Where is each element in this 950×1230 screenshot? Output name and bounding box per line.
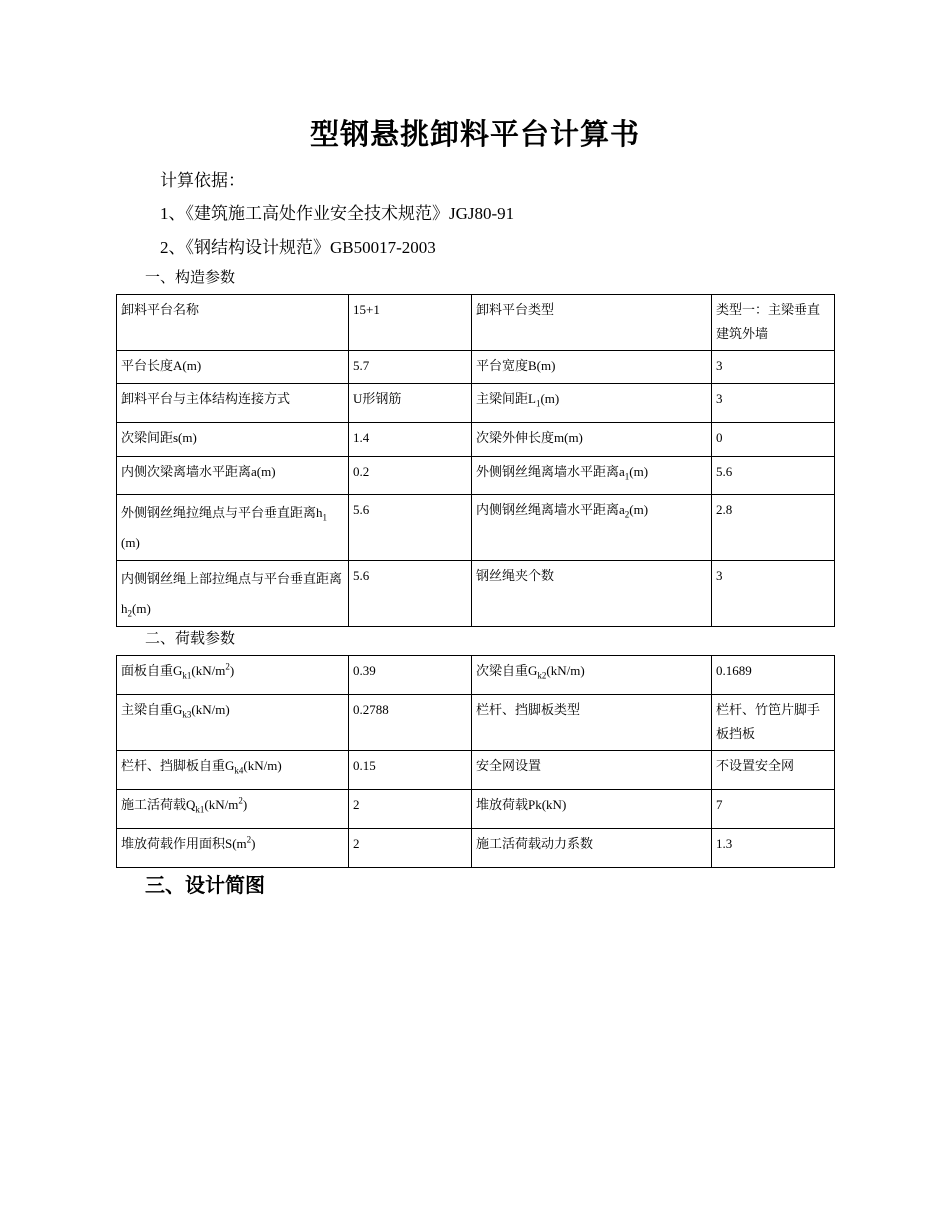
param-label: 内侧次梁离墙水平距离a(m): [117, 457, 349, 495]
table-row: [117, 656, 835, 695]
basis-item-1: 1、《建筑施工高处作业安全技术规范》JGJ80-91: [160, 204, 515, 223]
label-unit-close: ): [251, 836, 256, 851]
param-label: 施工活荷载动力系数: [472, 829, 712, 868]
param-label: [117, 829, 349, 868]
param-value: 0.15: [349, 751, 472, 790]
param-label: 栏杆、挡脚板类型: [472, 695, 712, 751]
param-label: 次梁外伸长度m(m): [472, 423, 712, 457]
label-text: 主梁自重G: [121, 702, 183, 717]
param-label: [117, 561, 349, 627]
param-label: 卸料平台名称: [117, 295, 349, 351]
section-design-diagram-heading: 三、设计简图: [145, 875, 265, 897]
table-row: [117, 751, 835, 790]
label-unit: (kN/m: [191, 663, 226, 678]
section-load-heading: 二、荷载参数: [145, 631, 236, 647]
label-subscript: 1: [535, 398, 541, 409]
label-unit-close: ): [229, 663, 235, 678]
table-row: [117, 790, 835, 829]
load-params-table: [116, 655, 835, 868]
param-value: 0: [712, 423, 835, 457]
label-subscript: 2: [624, 509, 630, 520]
table-row: [117, 295, 835, 351]
label-text: 施工活荷载Q: [121, 797, 196, 812]
param-value: 0.1689: [712, 656, 835, 695]
label-text: 主梁间距L: [476, 391, 536, 406]
param-label: 平台宽度B(m): [472, 351, 712, 384]
param-value: 5.6: [712, 457, 835, 495]
document-title: 型钢悬挑卸料平台计算书: [309, 119, 640, 151]
table-row: [117, 561, 835, 627]
param-value: 3: [712, 384, 835, 423]
label-subscript: 1: [322, 512, 328, 523]
param-value: 3: [712, 561, 835, 627]
param-value: 0.2788: [349, 695, 472, 751]
label-text: 次梁自重G: [476, 663, 538, 678]
label-superscript: 2: [225, 661, 230, 672]
label-subscript: k1: [195, 804, 205, 815]
table-row: [117, 423, 835, 457]
label-subscript: 2: [127, 608, 132, 619]
table-row: [117, 351, 835, 384]
section-structure-heading: 一、构造参数: [145, 270, 236, 286]
param-label: [117, 656, 349, 695]
param-label: 卸料平台与主体结构连接方式: [117, 384, 349, 423]
param-label: [117, 495, 349, 561]
param-label: [472, 656, 712, 695]
label-text: 外侧钢丝绳拉绳点与平台垂直距离h: [121, 505, 323, 520]
table-row: [117, 495, 835, 561]
label-subscript: k4: [234, 765, 244, 776]
param-value: 2: [349, 829, 472, 868]
label-unit: (kN/m): [546, 663, 585, 678]
label-unit: (kN/m): [191, 702, 230, 717]
label-unit: (m): [629, 502, 649, 517]
param-value: 0.39: [349, 656, 472, 695]
label-unit: (m): [121, 535, 140, 550]
label-unit: (m): [132, 601, 151, 616]
param-value: 2.8: [712, 495, 835, 561]
param-label: 卸料平台类型: [472, 295, 712, 351]
param-label: [472, 495, 712, 561]
param-value: 2: [349, 790, 472, 829]
param-value: 5.7: [349, 351, 472, 384]
basis-heading: 计算依据：: [160, 171, 245, 190]
param-label: 钢丝绳夹个数: [472, 561, 712, 627]
param-value: 1.3: [712, 829, 835, 868]
label-unit: (m): [540, 391, 560, 406]
param-label: [117, 695, 349, 751]
param-value: 不设置安全网: [712, 751, 835, 790]
param-value: 5.6: [349, 561, 472, 627]
label-subscript: k1: [182, 670, 192, 681]
param-label: [472, 384, 712, 423]
label-superscript: 2: [238, 795, 243, 806]
table-row: [117, 457, 835, 495]
param-value: 0.2: [349, 457, 472, 495]
param-label: [117, 751, 349, 790]
table-row: [117, 695, 835, 751]
label-subscript: k2: [537, 670, 547, 681]
param-label: [117, 790, 349, 829]
label-unit: (kN/m): [243, 758, 282, 773]
param-label: 次梁间距s(m): [117, 423, 349, 457]
param-value: 1.4: [349, 423, 472, 457]
basis-item-2: 2、《钢结构设计规范》GB50017-2003: [160, 238, 436, 257]
label-superscript: 2: [246, 834, 252, 845]
param-value: 栏杆、竹笆片脚手板挡板: [712, 695, 835, 751]
param-label: 平台长度A(m): [117, 351, 349, 384]
label-subscript: k3: [182, 709, 192, 720]
label-text: 栏杆、挡脚板自重G: [121, 758, 235, 773]
param-label: 堆放荷载Pk(kN): [472, 790, 712, 829]
label-unit: (kN/m: [204, 797, 239, 812]
label-text: 外侧钢丝绳离墙水平距离a: [476, 464, 625, 479]
label-text: 内侧钢丝绳上部拉绳点与平台垂直距离h: [121, 571, 343, 616]
label-text: 面板自重G: [121, 663, 183, 678]
param-value: 类型一：主梁垂直建筑外墙: [712, 295, 835, 351]
label-subscript: 1: [624, 471, 630, 482]
table-row: [117, 384, 835, 423]
param-value: 3: [712, 351, 835, 384]
label-unit: (m): [629, 464, 649, 479]
param-value: 15+1: [349, 295, 472, 351]
label-text: 内侧钢丝绳离墙水平距离a: [476, 502, 625, 517]
structure-params-table: [116, 294, 835, 627]
param-label: 安全网设置: [472, 751, 712, 790]
param-label: [472, 457, 712, 495]
label-unit-close: ): [242, 797, 248, 812]
table-row: [117, 829, 835, 868]
param-value: 7: [712, 790, 835, 829]
param-value: 5.6: [349, 495, 472, 561]
label-text: 堆放荷载作用面积S(m: [121, 836, 247, 851]
param-value: U形钢筋: [349, 384, 472, 423]
